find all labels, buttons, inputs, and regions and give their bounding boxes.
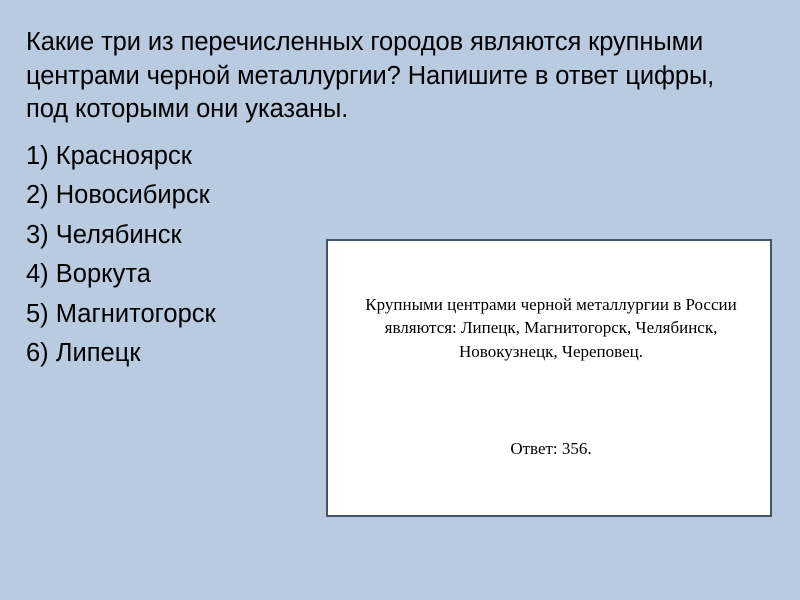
question-text: Какие три из перечисленных городов являются крупными центрами черной металлургии? Напишите в ответ цифры, под которыми они указаны.: [26, 28, 715, 124]
list-item: 3) Челябинск: [26, 220, 182, 249]
list-item: 4) Воркута: [26, 260, 151, 289]
options-list: [26, 137, 326, 374]
list-item: 2) Новосибирск: [26, 181, 210, 210]
list-item: 5) Магнитогорск: [26, 299, 216, 328]
list-item: 6) Липецк: [26, 339, 141, 368]
list-item: 1) Красноярск: [26, 141, 192, 170]
answer-result: Ответ: 356.: [510, 439, 592, 458]
answer-explanation: Крупными центрами черной металлургии в России являются: Липецк, Магнитогорск, Челябинск, Новокузнецк, Череповец.: [365, 295, 737, 361]
answer-box: [326, 239, 772, 517]
